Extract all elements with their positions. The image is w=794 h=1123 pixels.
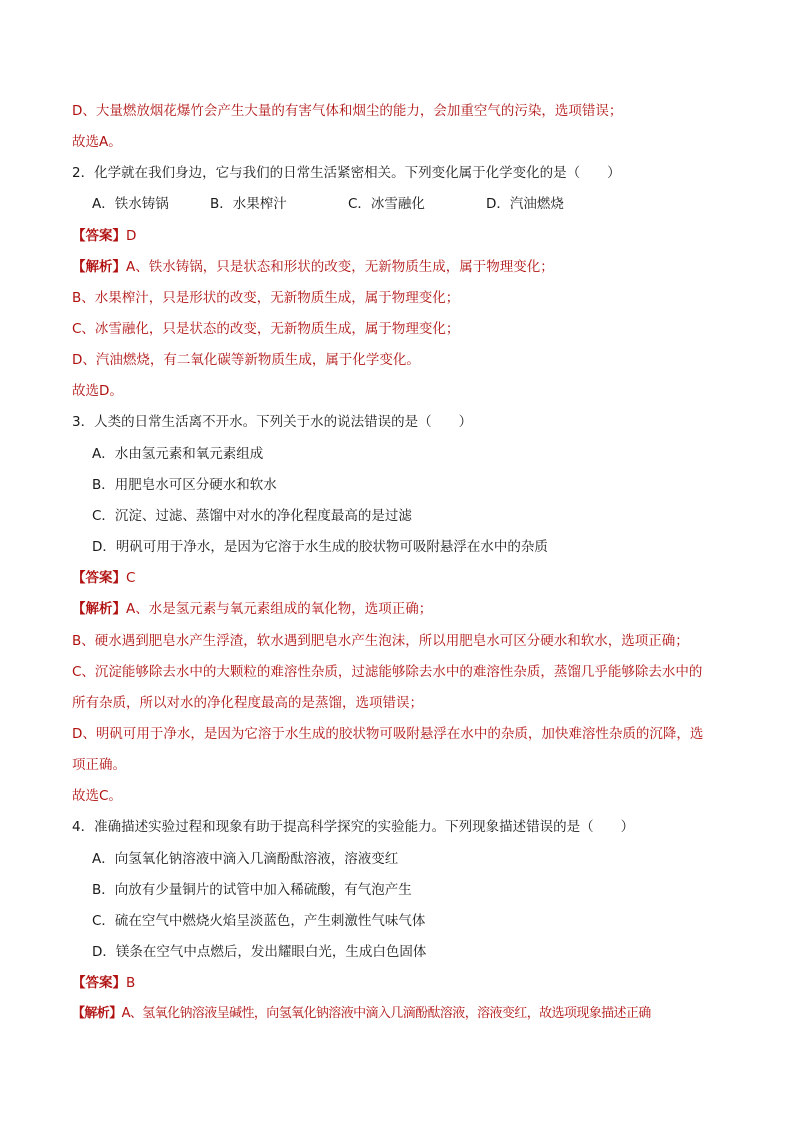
answer-value: B xyxy=(126,975,136,991)
q4-option-d: D．镁条在空气中点燃后，发出耀眼白光，生成白色固体 xyxy=(92,944,427,960)
q1-selection: 故选A。 xyxy=(72,134,122,150)
q2-analysis-a xyxy=(72,257,554,277)
q4-option-c: C．硫在空气中燃烧火焰呈淡蓝色，产生刺激性气味气体 xyxy=(92,913,426,929)
q2-analysis-b: B、水果榨汁，只是形状的改变，无新物质生成，属于物理变化； xyxy=(72,290,460,306)
q2-option-d: D．汽油燃烧 xyxy=(486,196,564,212)
q2-stem: 2．化学就在我们身边，它与我们的日常生活紧密相关。下列变化属于化学变化的是（ ） xyxy=(72,165,621,181)
q3-analysis-c1: C、沉淀能够除去水中的大颗粒的难溶性杂质，过滤能够除去水中的难溶性杂质，蒸馏几乎能够除去水中的 xyxy=(72,664,703,680)
answer-tag: 【答案】 xyxy=(72,228,126,244)
q4-analysis-a xyxy=(72,1004,651,1024)
q4-answer xyxy=(72,973,135,993)
q3-stem: 3．人类的日常生活离不开水。下列关于水的说法错误的是（ ） xyxy=(72,414,473,430)
q2-analysis-d: D、汽油燃烧，有二氧化碳等新物质生成，属于化学变化。 xyxy=(72,352,420,368)
answer-tag: 【答案】 xyxy=(72,975,126,991)
analysis-text: A、氢氧化钠溶液呈碱性，向氢氧化钠溶液中滴入几滴酚酞溶液，溶液变红，故选项现象描述正确 xyxy=(121,1006,651,1021)
q3-option-a: A．水由氢元素和氧元素组成 xyxy=(92,446,264,462)
q1-option-d-analysis: D、大量燃放烟花爆竹会产生大量的有害气体和烟尘的能力，会加重空气的污染，选项错误； xyxy=(72,103,623,119)
q3-analysis-b: B、硬水遇到肥皂水产生浮渣，软水遇到肥皂水产生泡沫，所以用肥皂水可区分硬水和软水，选项正确； xyxy=(72,633,689,649)
q4-stem: 4．准确描述实验过程和现象有助于提高科学探究的实验能力。下列现象描述错误的是（ ） xyxy=(72,819,635,835)
q3-selection: 故选C。 xyxy=(72,788,122,804)
answer-tag: 【答案】 xyxy=(72,570,126,586)
q4-option-a: A．向氢氧化钠溶液中滴入几滴酚酞溶液，溶液变红 xyxy=(92,851,399,867)
q3-analysis-d2: 项正确。 xyxy=(72,757,126,773)
q3-analysis-a xyxy=(72,599,432,619)
q2-option-a: A．铁水铸锅 xyxy=(92,196,169,212)
q3-option-c: C．沉淀、过滤、蒸馏中对水的净化程度最高的是过滤 xyxy=(92,508,412,524)
q2-selection: 故选D。 xyxy=(72,383,123,399)
analysis-text: A、水是氢元素与氧元素组成的氧化物，选项正确； xyxy=(126,601,433,617)
q3-analysis-c2: 所有杂质，所以对水的净化程度最高的是蒸馏，选项错误； xyxy=(72,695,423,711)
q3-option-d: D．明矾可用于净水，是因为它溶于水生成的胶状物可吸附悬浮在水中的杂质 xyxy=(92,539,548,555)
q3-answer xyxy=(72,568,135,588)
q4-option-b: B．向放有少量铜片的试管中加入稀硫酸，有气泡产生 xyxy=(92,882,412,898)
q3-analysis-d1: D、明矾可用于净水，是因为它溶于水生成的胶状物可吸附悬浮在水中的杂质，加快难溶性杂质的沉降，选 xyxy=(72,726,704,742)
analysis-tag: 【解析】 xyxy=(72,601,126,617)
q3-option-b: B．用肥皂水可区分硬水和软水 xyxy=(92,477,277,493)
analysis-text: A、铁水铸锅，只是状态和形状的改变，无新物质生成，属于物理变化； xyxy=(126,259,554,275)
answer-value: D xyxy=(126,228,137,244)
analysis-tag: 【解析】 xyxy=(72,259,126,275)
q2-option-b: B．水果榨汁 xyxy=(210,196,287,212)
answer-value: C xyxy=(126,570,136,586)
analysis-tag: 【解析】 xyxy=(72,1006,122,1021)
q2-analysis-c: C、冰雪融化，只是状态的改变，无新物质生成，属于物理变化； xyxy=(72,321,460,337)
q2-answer xyxy=(72,226,136,246)
q2-options xyxy=(92,194,564,214)
q2-option-c: C．冰雪融化 xyxy=(348,196,425,212)
